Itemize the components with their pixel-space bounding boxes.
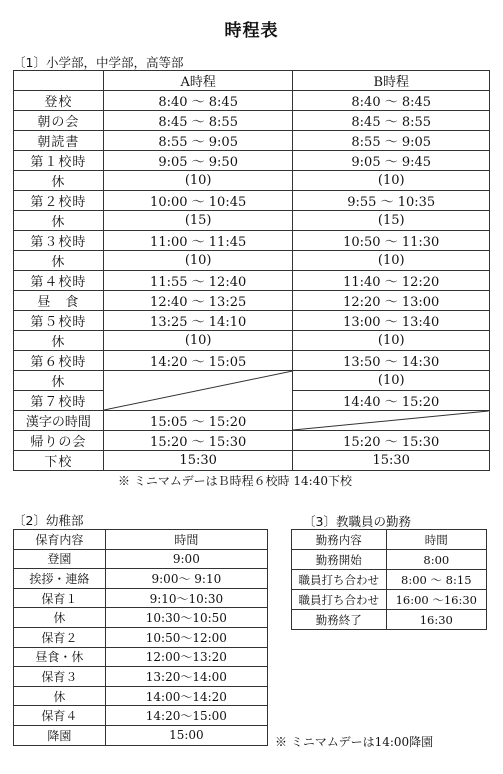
b-schedule-time: 15:30: [293, 451, 490, 471]
b-schedule-time: 13:00 〜 13:40: [293, 311, 490, 331]
b-schedule-time: (10): [293, 251, 490, 271]
duty-name: 職員打ち合わせ: [292, 590, 387, 610]
a-schedule-time: 8:45 〜 8:55: [103, 111, 293, 131]
a-schedule-time: 9:05 〜 9:50: [103, 151, 293, 171]
timetable-row: [14, 411, 490, 431]
activity-name: 降園: [14, 725, 106, 745]
timetable-row: [14, 351, 490, 371]
timetable-row: [14, 151, 490, 171]
timetable-row: [14, 271, 490, 291]
period-name: 朝の会: [14, 111, 104, 131]
a-schedule-time: 10:00 〜 10:45: [103, 191, 293, 211]
timetable-row: [14, 251, 490, 271]
timetable-row: [14, 331, 490, 351]
a-schedule-time: (10): [103, 251, 293, 271]
period-name: 朝読書: [14, 131, 104, 151]
period-name: 休: [14, 211, 104, 231]
kindergarten-row: [14, 686, 268, 706]
activity-name: 保育１: [14, 588, 106, 608]
a-schedule-time: 11:00 〜 11:45: [103, 231, 293, 251]
school-timetable: [13, 70, 490, 471]
header-time: 時間: [105, 530, 267, 550]
b-schedule-time: 9:05 〜 9:45: [293, 151, 490, 171]
kindergarten-body: [14, 530, 268, 746]
kindergarten-row: [14, 627, 268, 647]
kindergarten-row: [14, 706, 268, 726]
section1-heading: 〔1〕小学部，中学部，高等部: [13, 55, 184, 70]
section2-heading: 〔2〕幼稚部: [13, 513, 84, 528]
a-schedule-time: 8:40 〜 8:45: [103, 91, 293, 111]
timetable-row: [14, 111, 490, 131]
activity-time: 12:00〜13:20: [105, 647, 267, 667]
header-content: 勤務内容: [292, 530, 387, 550]
a-schedule-time: 11:55 〜 12:40: [103, 271, 293, 291]
activity-name: 休: [14, 686, 106, 706]
timetable-header-row: [14, 71, 490, 91]
activity-name: 登園: [14, 549, 106, 569]
timetable-body: [14, 71, 490, 471]
activity-time: 14:00〜14:20: [105, 686, 267, 706]
period-name: 第６校時: [14, 351, 104, 371]
activity-time: 9:00〜 9:10: [105, 569, 267, 589]
kindergarten-row: [14, 588, 268, 608]
duty-name: 職員打ち合わせ: [292, 570, 387, 590]
page-title: 時程表: [224, 21, 279, 41]
section3-heading: 〔3〕教職員の勤務: [303, 514, 411, 529]
period-name: 第７校時: [14, 391, 104, 411]
header-time: 時間: [386, 530, 486, 550]
b-schedule-time: 14:40 〜 15:20: [293, 391, 490, 411]
activity-time: 14:20〜15:00: [105, 706, 267, 726]
duty-time: 16:00 〜16:30: [386, 590, 486, 610]
kindergarten-row: [14, 647, 268, 667]
b-schedule-time: (10): [293, 171, 490, 191]
duty-time: 8:00: [386, 550, 486, 570]
kindergarten-minimum-day-note: ※ ミニマムデーは14:00降園: [275, 735, 434, 749]
a-schedule-time: 13:25 〜 14:10: [103, 311, 293, 331]
a-schedule-time: [103, 371, 293, 411]
header-content: 保育内容: [14, 530, 106, 550]
kindergarten-row: [14, 667, 268, 687]
kindergarten-timetable: [13, 529, 268, 746]
kindergarten-row: [14, 608, 268, 628]
staff-row: [292, 570, 487, 590]
b-schedule-time: 11:40 〜 12:20: [293, 271, 490, 291]
b-schedule-time: 9:55 〜 10:35: [293, 191, 490, 211]
b-schedule-time: 12:20 〜 13:00: [293, 291, 490, 311]
period-name: 帰りの会: [14, 431, 104, 451]
activity-name: 保育４: [14, 706, 106, 726]
period-name: 休: [14, 371, 104, 391]
duty-time: 16:30: [386, 610, 486, 630]
period-name: 休: [14, 251, 104, 271]
staff-header-row: [292, 530, 487, 550]
period-name: 下校: [14, 451, 104, 471]
period-name: 休: [14, 171, 104, 191]
period-name: 昼 食: [14, 291, 104, 311]
duty-name: 勤務開始: [292, 550, 387, 570]
activity-time: 15:00: [105, 725, 267, 745]
timetable-row: [14, 291, 490, 311]
a-schedule-time: (10): [103, 331, 293, 351]
a-schedule-time: 15:30: [103, 451, 293, 471]
header-blank: [14, 71, 104, 91]
a-schedule-time: (10): [103, 171, 293, 191]
minimum-day-note: ※ ミニマムデーはＢ時程６校時 14:40下校: [118, 474, 352, 488]
b-schedule-time: 8:55 〜 9:05: [293, 131, 490, 151]
header-a-schedule: A時程: [103, 71, 293, 91]
activity-name: 保育３: [14, 667, 106, 687]
activity-name: 挨拶・連絡: [14, 569, 106, 589]
timetable-row: [14, 451, 490, 471]
staff-row: [292, 550, 487, 570]
timetable-row: [14, 211, 490, 231]
timetable-row: [14, 131, 490, 151]
a-schedule-time: 15:20 〜 15:30: [103, 431, 293, 451]
timetable-row: [14, 231, 490, 251]
staff-row: [292, 590, 487, 610]
diagonal-strike: [293, 411, 489, 430]
activity-name: 保育２: [14, 627, 106, 647]
timetable-row: [14, 311, 490, 331]
activity-time: 10:50〜12:00: [105, 627, 267, 647]
activity-time: 13:20〜14:00: [105, 667, 267, 687]
b-schedule-time: 8:45 〜 8:55: [293, 111, 490, 131]
diagonal-strike: [104, 371, 293, 410]
activity-name: 休: [14, 608, 106, 628]
b-schedule-time: (10): [293, 371, 490, 391]
period-name: 休: [14, 331, 104, 351]
period-name: 登校: [14, 91, 104, 111]
a-schedule-time: 15:05 〜 15:20: [103, 411, 293, 431]
kindergarten-row: [14, 725, 268, 745]
timetable-row: [14, 431, 490, 451]
kindergarten-row: [14, 549, 268, 569]
b-schedule-time: 8:40 〜 8:45: [293, 91, 490, 111]
staff-body: [292, 530, 487, 630]
staff-row: [292, 610, 487, 630]
b-schedule-time: 10:50 〜 11:30: [293, 231, 490, 251]
timetable-row: [14, 191, 490, 211]
b-schedule-time: (10): [293, 331, 490, 351]
b-schedule-time: 15:20 〜 15:30: [293, 431, 490, 451]
header-b-schedule: B時程: [293, 71, 490, 91]
b-schedule-time: 13:50 〜 14:30: [293, 351, 490, 371]
a-schedule-time: 14:20 〜 15:05: [103, 351, 293, 371]
activity-time: 10:30〜10:50: [105, 608, 267, 628]
b-schedule-time: (15): [293, 211, 490, 231]
kindergarten-header-row: [14, 530, 268, 550]
period-name: 第４校時: [14, 271, 104, 291]
period-name: 第１校時: [14, 151, 104, 171]
timetable-row: [14, 171, 490, 191]
timetable-row: [14, 371, 490, 391]
duty-name: 勤務終了: [292, 610, 387, 630]
period-name: 漢字の時間: [14, 411, 104, 431]
a-schedule-time: (15): [103, 211, 293, 231]
period-name: 第２校時: [14, 191, 104, 211]
period-name: 第５校時: [14, 311, 104, 331]
timetable-row: [14, 91, 490, 111]
activity-time: 9:00: [105, 549, 267, 569]
period-name: 第３校時: [14, 231, 104, 251]
activity-name: 昼食・休: [14, 647, 106, 667]
a-schedule-time: 12:40 〜 13:25: [103, 291, 293, 311]
duty-time: 8:00 〜 8:15: [386, 570, 486, 590]
activity-time: 9:10〜10:30: [105, 588, 267, 608]
b-schedule-time: [293, 411, 490, 431]
kindergarten-row: [14, 569, 268, 589]
a-schedule-time: 8:55 〜 9:05: [103, 131, 293, 151]
staff-timetable: [291, 529, 487, 630]
